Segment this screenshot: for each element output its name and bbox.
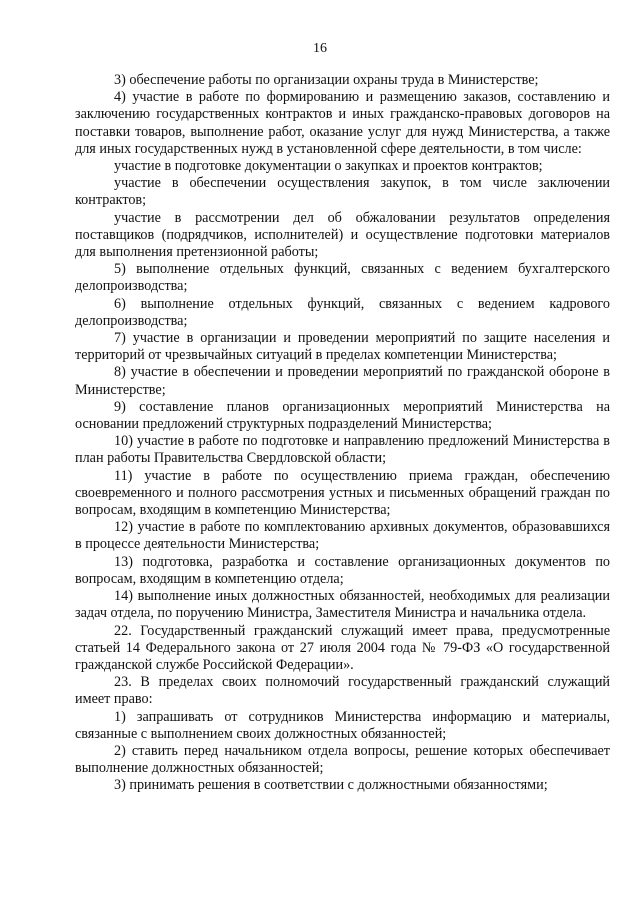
paragraph-item-13-org-documents: 13) подготовка, разработка и составление организационных документов по вопросам, входящим в компетенцию отдела; <box>75 553 610 587</box>
paragraph-item-5-accounting: 5) выполнение отдельных функций, связанных с ведением бухгалтерского делопроизводства; <box>75 261 610 295</box>
paragraph-clause-23-intro: 23. В пределах своих полномочий государственный гражданский служащий имеет право: <box>75 674 610 708</box>
paragraph-item-12-archives: 12) участие в работе по комплектованию архивных документов, образовавшихся в процессе деятельности Министерства; <box>75 519 610 553</box>
paragraph-right-3-decisions: 3) принимать решения в соответствии с должностными обязанностями; <box>114 777 548 794</box>
paragraph-item-9-plans: 9) составление планов организационных мероприятий Министерства на основании предложений структурных подразделений Министерства; <box>75 398 610 433</box>
paragraph-subitem-appeals: участие в рассмотрении дел об обжаловании результатов определения поставщиков (подрядчиков, исполнителей) и осуществление подготовки материалов для выполнения претензионной работы; <box>75 209 610 261</box>
paragraph-item-14-other-duties: 14) выполнение иных должностных обязанностей, необходимых для реализации задач отдела, по поручению Министра, Заместителя Министра и начальника отдела. <box>75 588 610 622</box>
paragraph-subitem-purchases: участие в обеспечении осуществления закупок, в том числе заключении контрактов; <box>75 175 610 209</box>
paragraph-item-3-labor-safety: 3) обеспечение работы по организации охраны труда в Министерстве; <box>114 72 539 88</box>
paragraph-item-4-procurement: 4) участие в работе по формированию и размещению заказов, составлению и заключению государственных контрактов и иных гражданско-правовых договоров на поставки товаров, выполнение работ, оказание услуг для нужд Министерства, а также для иных государственных нужд в установленной сфере деятельности, в том числе: <box>75 89 610 157</box>
paragraph-right-2-raise-questions: 2) ставить перед начальником отдела вопросы, решение которых обеспечивает выполнение должностных обязанностей; <box>75 742 610 777</box>
paragraph-right-1-request-info: 1) запрашивать от сотрудников Министерства информацию и материалы, связанные с выполнением своих должностных обязанностей; <box>75 708 610 742</box>
paragraph-item-6-personnel: 6) выполнение отдельных функций, связанных с ведением кадрового делопроизводства; <box>75 295 610 329</box>
document-body <box>75 72 610 795</box>
paragraph-item-11-citizens: 11) участие в работе по осуществлению приема граждан, обеспечению своевременного и полного рассмотрения устных и письменных обращений граждан по вопросам, входящим в компетенцию Министерства; <box>75 467 610 519</box>
paragraph-subitem-documentation: участие в подготовке документации о закупках и проектов контрактов; <box>114 158 543 175</box>
page-number: 16 <box>313 41 327 56</box>
paragraph-item-10-government-plan: 10) участие в работе по подготовке и направлению предложений Министерства в план работы Правительства Свердловской области; <box>75 433 610 467</box>
paragraph-clause-22-rights: 22. Государственный гражданский служащий имеет права, предусмотренные статьей 14 Федерального закона от 27 июля 2004 года № 79-ФЗ «О государственной гражданской службе Российской Федерации». <box>75 622 610 673</box>
paragraph-item-8-civil-defense: 8) участие в обеспечении и проведении мероприятий по гражданской обороне в Министерстве; <box>75 364 610 398</box>
paragraph-item-7-emergency: 7) участие в организации и проведении мероприятий по защите населения и территорий от чрезвычайных ситуаций в пределах компетенции Министерства; <box>75 330 610 364</box>
